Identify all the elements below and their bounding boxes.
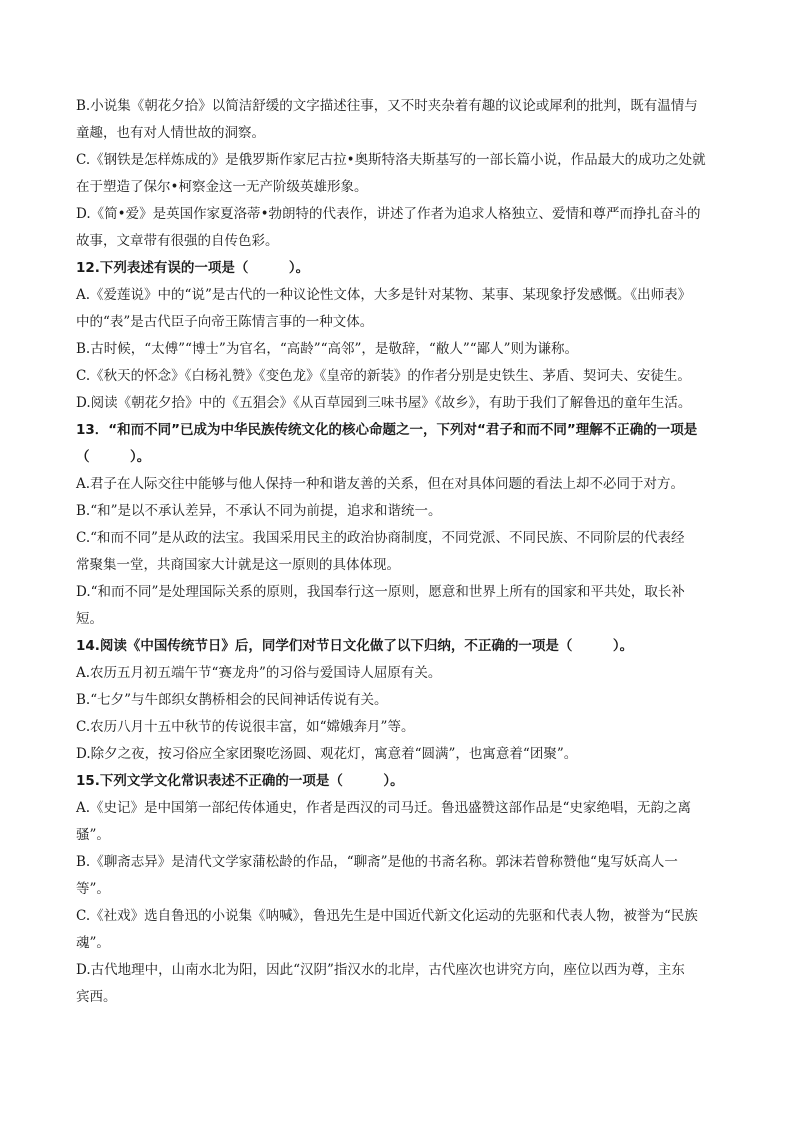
option-line: C.农历八月十五中秋节的传说很丰富，如“嫦娥奔月”等。 <box>76 719 415 735</box>
option-line: B.“七夕”与牛郎织女鹊桥相会的民间神话传说有关。 <box>76 692 388 708</box>
option-line: C.《秋天的怀念》《白杨礼赞》《变色龙》《皇帝的新装》的作者分别是史铁生、茅盾、契诃夫、安徒生。 <box>76 368 691 384</box>
question-14-stem: 14.阅读《中国传统节日》后，同学们对节日文化做了以下归纳，不正确的一项是（ ）。 <box>76 638 634 654</box>
question-15-stem: 15.下列文学文化常识表述不正确的一项是（ ）。 <box>76 773 404 789</box>
option-line: B.“和”是以不承认差异，不承认不同为前提，追求和谐统一。 <box>76 503 442 519</box>
option-line: C.“和而不同”是从政的法宝。我国采用民主的政治协商制度，不同党派、不同民族、不同阶层的代表经 <box>76 530 685 546</box>
option-line: D.除夕之夜，按习俗应全家团聚吃汤圆、观花灯，寓意着“圆满”，也寓意着“团聚”。 <box>76 746 578 762</box>
option-line: 在于塑造了保尔•柯察金这一无产阶级英雄形象。 <box>76 179 368 195</box>
question-13-stem: 13．“和而不同”已成为中华民族传统文化的核心命题之一，下列对“君子和而不同”理解不正确的一项是 <box>76 422 698 438</box>
option-line: 中的“表”是古代臣子向帝王陈情言事的一种文体。 <box>76 314 374 330</box>
option-line: A.《史记》是中国第一部纪传体通史，作者是西汉的司马迁。鲁迅盛赞这部作品是“史家绝唱，无韵之离 <box>76 800 691 816</box>
option-line: A.农历五月初五端午节“赛龙舟”的习俗与爱国诗人屈原有关。 <box>76 665 442 681</box>
option-line: D.“和而不同”是处理国际关系的原则，我国奉行这一原则，愿意和世界上所有的国家和平共处，取长补 <box>76 584 685 600</box>
option-line: 骚”。 <box>76 827 110 843</box>
option-line: A.《爱莲说》中的“说”是古代的一种议论性文体，大多是针对某物、某事、某现象抒发感慨。《出师表》 <box>76 287 692 303</box>
option-line: C.《社戏》选自鲁迅的小说集《呐喊》，鲁迅先生是中国近代新文化运动的先驱和代表人物，被誉为“民族 <box>76 908 698 924</box>
question-12-stem: 12.下列表述有误的一项是（ ）。 <box>76 260 310 276</box>
option-line: D.古代地理中，山南水北为阳，因此“汉阴”指汉水的北岸，古代座次也讲究方向，座位以西为尊，主东 <box>76 962 685 978</box>
option-line: 常聚集一堂，共商国家大计就是这一原则的具体体现。 <box>76 557 400 573</box>
question-13-stem-blank: （ ）。 <box>76 449 151 465</box>
option-line: C.《钢铁是怎样炼成的》是俄罗斯作家尼古拉•奥斯特洛夫斯基写的一部长篇小说，作品最大的成功之处就 <box>76 152 706 168</box>
option-line: D.阅读《朝花夕拾》中的《五猖会》《从百草园到三味书屋》《故乡》，有助于我们了解鲁迅的童年生活。 <box>76 395 692 411</box>
option-line: 短。 <box>76 611 103 627</box>
option-line: A.君子在人际交往中能够与他人保持一种和谐友善的关系，但在对具体问题的看法上却不必同于对方。 <box>76 476 685 492</box>
option-line: 宾西。 <box>76 989 117 1005</box>
option-line: 故事，文章带有很强的自传色彩。 <box>76 233 279 249</box>
option-line: B.《聊斋志异》是清代文学家蒲松龄的作品，“聊斋”是他的书斋名称。郭沫若曾称赞他“鬼写妖高人一 <box>76 854 678 870</box>
option-line: B.小说集《朝花夕拾》以简洁舒缓的文字描述往事，又不时夹杂着有趣的议论或犀利的批判，既有温情与 <box>76 98 698 114</box>
option-line: 童趣，也有对人情世故的洞察。 <box>76 125 265 141</box>
option-line: D.《简•爱》是英国作家夏洛蒂•勃朗特的代表作，讲述了作者为追求人格独立、爱情和尊严而挣扎奋斗的 <box>76 206 701 222</box>
option-line: 等”。 <box>76 881 110 897</box>
document-content <box>76 93 726 1011</box>
option-line: 魂”。 <box>76 935 110 951</box>
option-line: B.古时候，“太傅”“博士”为官名，“高龄”“高邻”，是敬辞，“敝人”“鄙人”则为谦称。 <box>76 341 579 357</box>
